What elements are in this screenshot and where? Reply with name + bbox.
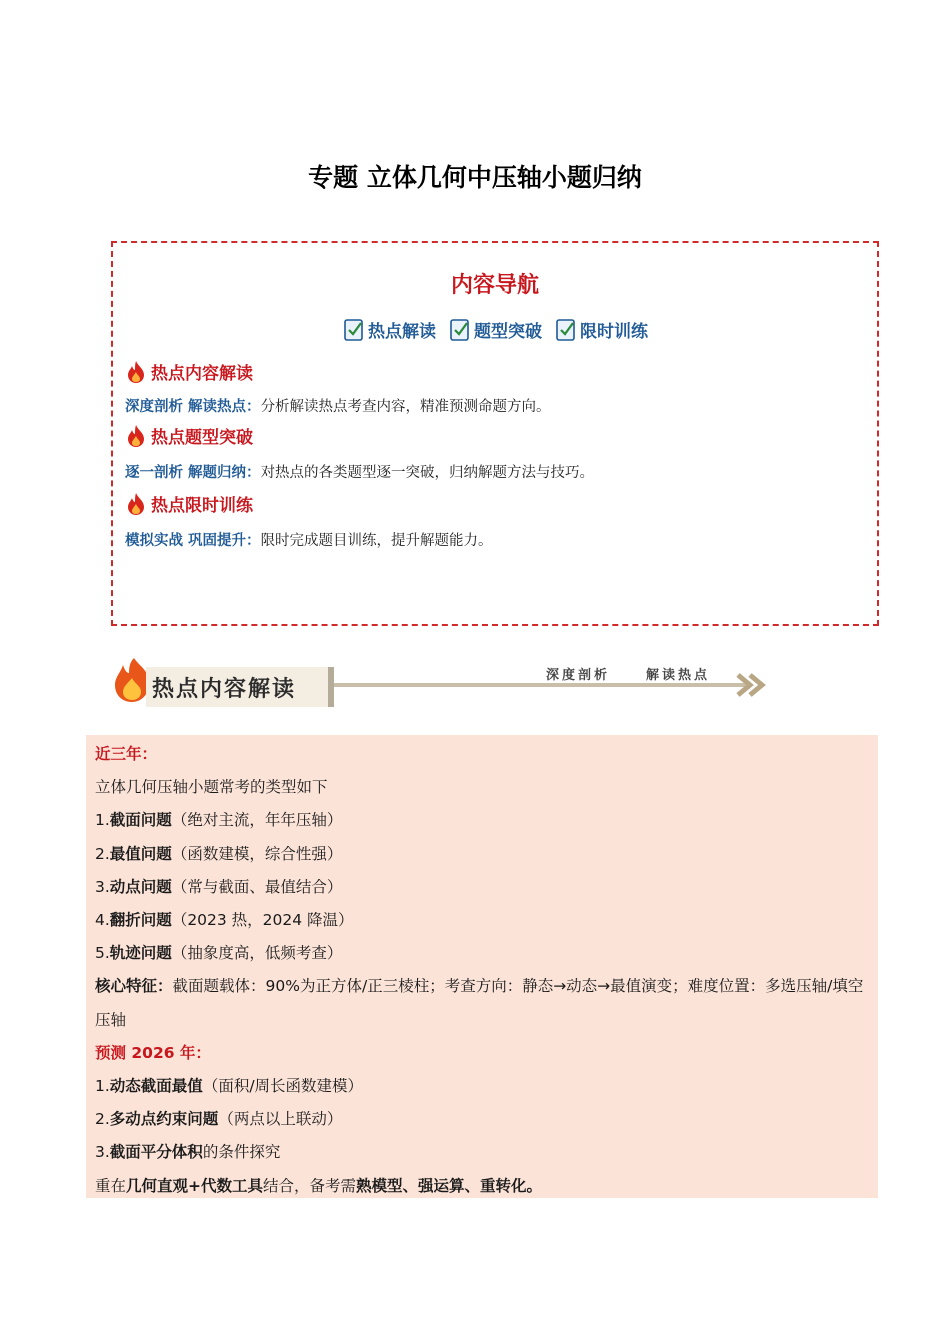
nav-desc-label: 深度剖析 解读热点： [125, 399, 261, 415]
tab-label: 限时训练 [580, 322, 648, 342]
banner-subtitle: 深度剖析 [546, 668, 611, 683]
item-bold: 最值问题 [109, 844, 172, 863]
item-bold: 截面问题 [109, 811, 172, 830]
item-note: 的条件探究 [202, 1143, 281, 1162]
item-note: （面积/周长函数建模） [202, 1077, 364, 1096]
item-note: （两点以上联动） [218, 1110, 343, 1129]
type-item [95, 904, 869, 937]
content-box [86, 735, 878, 1198]
fire-icon [125, 424, 147, 448]
prediction-item [95, 1070, 869, 1103]
core-label: 核心特征： [95, 977, 173, 996]
summary-text: 结合，备考需 [263, 1176, 357, 1195]
nav-section-title: 热点题型突破 [151, 428, 253, 448]
item-note: （抽象度高，低频考查） [171, 944, 343, 963]
section-banner [112, 650, 772, 712]
prediction-item [95, 1103, 869, 1136]
nav-section-desc [125, 395, 551, 416]
banner-subtitle: 解读热点 [646, 668, 711, 683]
item-bold: 多动点约束问题 [109, 1110, 219, 1129]
item-number: 3. [95, 1143, 110, 1162]
summary-bold: 熟模型、强运算、重转化。 [356, 1176, 543, 1195]
item-bold: 翻折问题 [109, 911, 172, 930]
core-text: 截面题载体：90%为正方体/正三棱柱；考查方向：静态→动态→最值演变；难度位置：多选压轴/填空压轴 [95, 977, 864, 1029]
item-note: （常与截面、最值结合） [171, 877, 343, 896]
type-item [95, 804, 869, 837]
item-number: 1. [95, 1077, 110, 1096]
fire-icon [125, 492, 147, 516]
core-features [95, 970, 869, 1036]
nav-section-hot-content [125, 359, 253, 384]
intro-text: 立体几何压轴小题常考的类型如下 [95, 778, 328, 797]
nav-desc-text: 对热点的各类题型逐一突破，归纳解题方法与技巧。 [260, 465, 595, 481]
nav-section-title: 热点限时训练 [151, 496, 253, 516]
nav-desc-label: 逐一剖析 解题归纳： [125, 465, 261, 481]
checklist-icon [554, 318, 578, 342]
item-number: 4. [95, 911, 110, 930]
nav-section-desc [125, 529, 493, 550]
fire-icon [125, 360, 147, 384]
item-number: 5. [95, 944, 110, 963]
type-item [95, 937, 869, 970]
nav-tabs [113, 317, 877, 342]
type-item [95, 838, 869, 871]
item-bold: 轨迹问题 [109, 944, 172, 963]
summary-bold: 几何直观+代数工具 [126, 1176, 264, 1195]
item-note: （2023 热，2024 降温） [171, 911, 354, 930]
banner-title: 热点内容解读 [152, 676, 297, 702]
checklist-icon [342, 318, 366, 342]
summary-text: 重在 [95, 1176, 127, 1195]
prediction-item [95, 1136, 869, 1169]
summary-line [95, 1170, 869, 1203]
item-note: （函数建模，综合性强） [171, 844, 343, 863]
item-bold: 截面平分体积 [109, 1143, 203, 1162]
nav-section-timed-training [125, 491, 253, 516]
tab-label: 热点解读 [368, 322, 436, 342]
tab-hot-interpretation[interactable] [342, 317, 436, 342]
type-item [95, 871, 869, 904]
nav-heading: 内容导航 [450, 273, 539, 298]
page-title: 专题 立体几何中压轴小题归纳 [308, 163, 642, 192]
nav-desc-label: 模拟实战 巩固提升： [125, 533, 261, 549]
predict-heading: 预测 2026 年： [95, 1043, 211, 1062]
item-number: 3. [95, 877, 110, 896]
item-note: （绝对主流，年年压轴） [171, 811, 343, 830]
item-number: 2. [95, 844, 110, 863]
nav-desc-text: 限时完成题目训练，提升解题能力。 [260, 533, 493, 549]
nav-section-title: 热点内容解读 [151, 364, 253, 384]
tab-label: 题型突破 [474, 322, 542, 342]
item-bold: 动点问题 [109, 877, 172, 896]
checklist-icon [448, 318, 472, 342]
item-number: 2. [95, 1110, 110, 1129]
nav-section-desc [125, 461, 594, 482]
tab-question-types[interactable] [448, 317, 542, 342]
tab-timed-training[interactable] [554, 317, 648, 342]
item-bold: 动态截面最值 [109, 1077, 203, 1096]
recent-heading: 近三年： [95, 745, 158, 763]
nav-section-hot-types [125, 423, 253, 448]
nav-desc-text: 分析解读热点考查内容，精准预测命题方向。 [260, 399, 551, 415]
item-number: 1. [95, 811, 110, 830]
content-navigation-box [111, 241, 879, 626]
